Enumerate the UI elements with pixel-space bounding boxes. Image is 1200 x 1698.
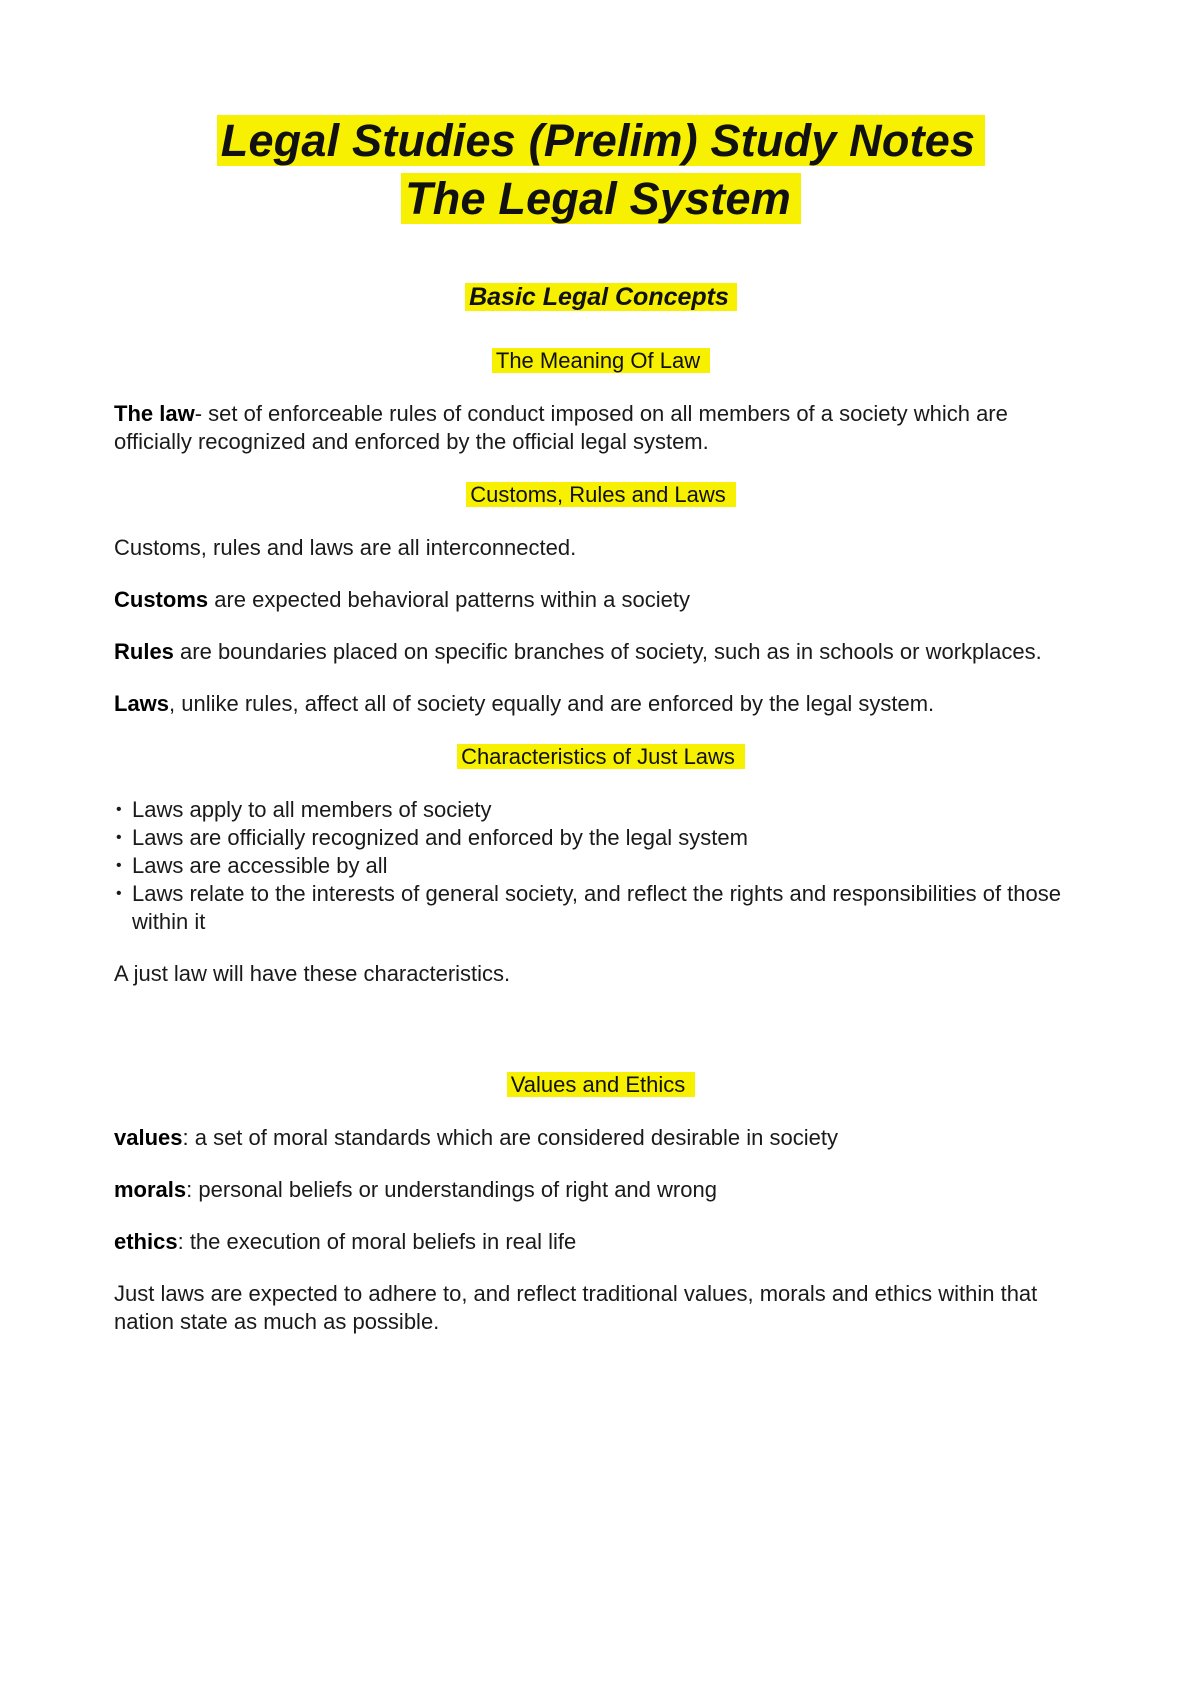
paragraph-customs <box>114 586 1088 614</box>
bullet-icon: • <box>116 801 122 818</box>
subheading-values-ethics <box>114 1070 1088 1100</box>
subheading-meaning-of-law <box>114 346 1088 376</box>
bullet-icon: • <box>116 885 122 902</box>
definition-morals: : personal beliefs or understandings of right and wrong <box>186 1177 717 1202</box>
paragraph-ethics <box>114 1228 1088 1256</box>
paragraph-the-law <box>114 400 1088 456</box>
term-customs: Customs <box>114 587 209 612</box>
list-item-text: Laws apply to all members of society <box>132 797 492 822</box>
title-line-2 <box>114 170 1088 228</box>
subheading-values-ethics-text: Values and Ethics <box>507 1072 695 1097</box>
term-morals: morals <box>114 1177 187 1202</box>
list-item <box>114 796 1088 824</box>
subheading-characteristics-just-laws <box>114 742 1088 772</box>
list-item <box>114 824 1088 852</box>
list-item-text: Laws relate to the interests of general society, and reflect the rights and responsibilities of those within it <box>132 881 1061 934</box>
term-rules: Rules <box>114 639 174 664</box>
section-heading-basic-legal-concepts <box>114 280 1088 314</box>
paragraph-morals <box>114 1176 1088 1204</box>
title-line-2-text: The Legal System <box>401 173 801 224</box>
bullet-icon: • <box>116 829 122 846</box>
definition-values: : a set of moral standards which are considered desirable in society <box>182 1125 838 1150</box>
list-item <box>114 852 1088 880</box>
document-title <box>114 112 1088 228</box>
definition-ethics: : the execution of moral beliefs in real life <box>177 1229 577 1254</box>
list-item-text: Laws are accessible by all <box>132 853 388 878</box>
subheading-meaning-of-law-text: The Meaning Of Law <box>492 348 710 373</box>
subheading-characteristics-text: Characteristics of Just Laws <box>457 744 745 769</box>
paragraph-values <box>114 1124 1088 1152</box>
paragraph-interconnected: Customs, rules and laws are all interconnected. <box>114 535 577 560</box>
paragraph-just-law-conclusion: A just law will have these characteristics. <box>114 961 511 986</box>
paragraph-laws <box>114 690 1088 718</box>
definition-laws: , unlike rules, affect all of society equally and are enforced by the legal system. <box>169 691 935 716</box>
term-values: values <box>114 1125 183 1150</box>
section-heading-text: Basic Legal Concepts <box>465 283 737 311</box>
list-item-text: Laws are officially recognized and enforced by the legal system <box>132 825 748 850</box>
definition-customs: are expected behavioral patterns within a society <box>208 587 690 612</box>
term-ethics: ethics <box>114 1229 178 1254</box>
subheading-customs-rules-laws-text: Customs, Rules and Laws <box>466 482 736 507</box>
title-line-1-text: Legal Studies (Prelim) Study Notes <box>217 115 985 166</box>
characteristics-list <box>114 796 1088 936</box>
title-line-1 <box>114 112 1088 170</box>
term-the-law: The law <box>114 401 195 426</box>
definition-the-law: - set of enforceable rules of conduct imposed on all members of a society which are officially recognized and enforced by the official legal system. <box>114 401 1008 454</box>
list-item <box>114 880 1088 936</box>
subheading-customs-rules-laws <box>114 480 1088 510</box>
term-laws: Laws <box>114 691 170 716</box>
bullet-icon: • <box>116 857 122 874</box>
paragraph-rules <box>114 638 1088 666</box>
definition-rules: are boundaries placed on specific branches of society, such as in schools or workplaces. <box>173 639 1042 664</box>
paragraph-just-laws-closing: Just laws are expected to adhere to, and reflect traditional values, morals and ethics within that nation state as much as possible. <box>114 1281 1038 1334</box>
